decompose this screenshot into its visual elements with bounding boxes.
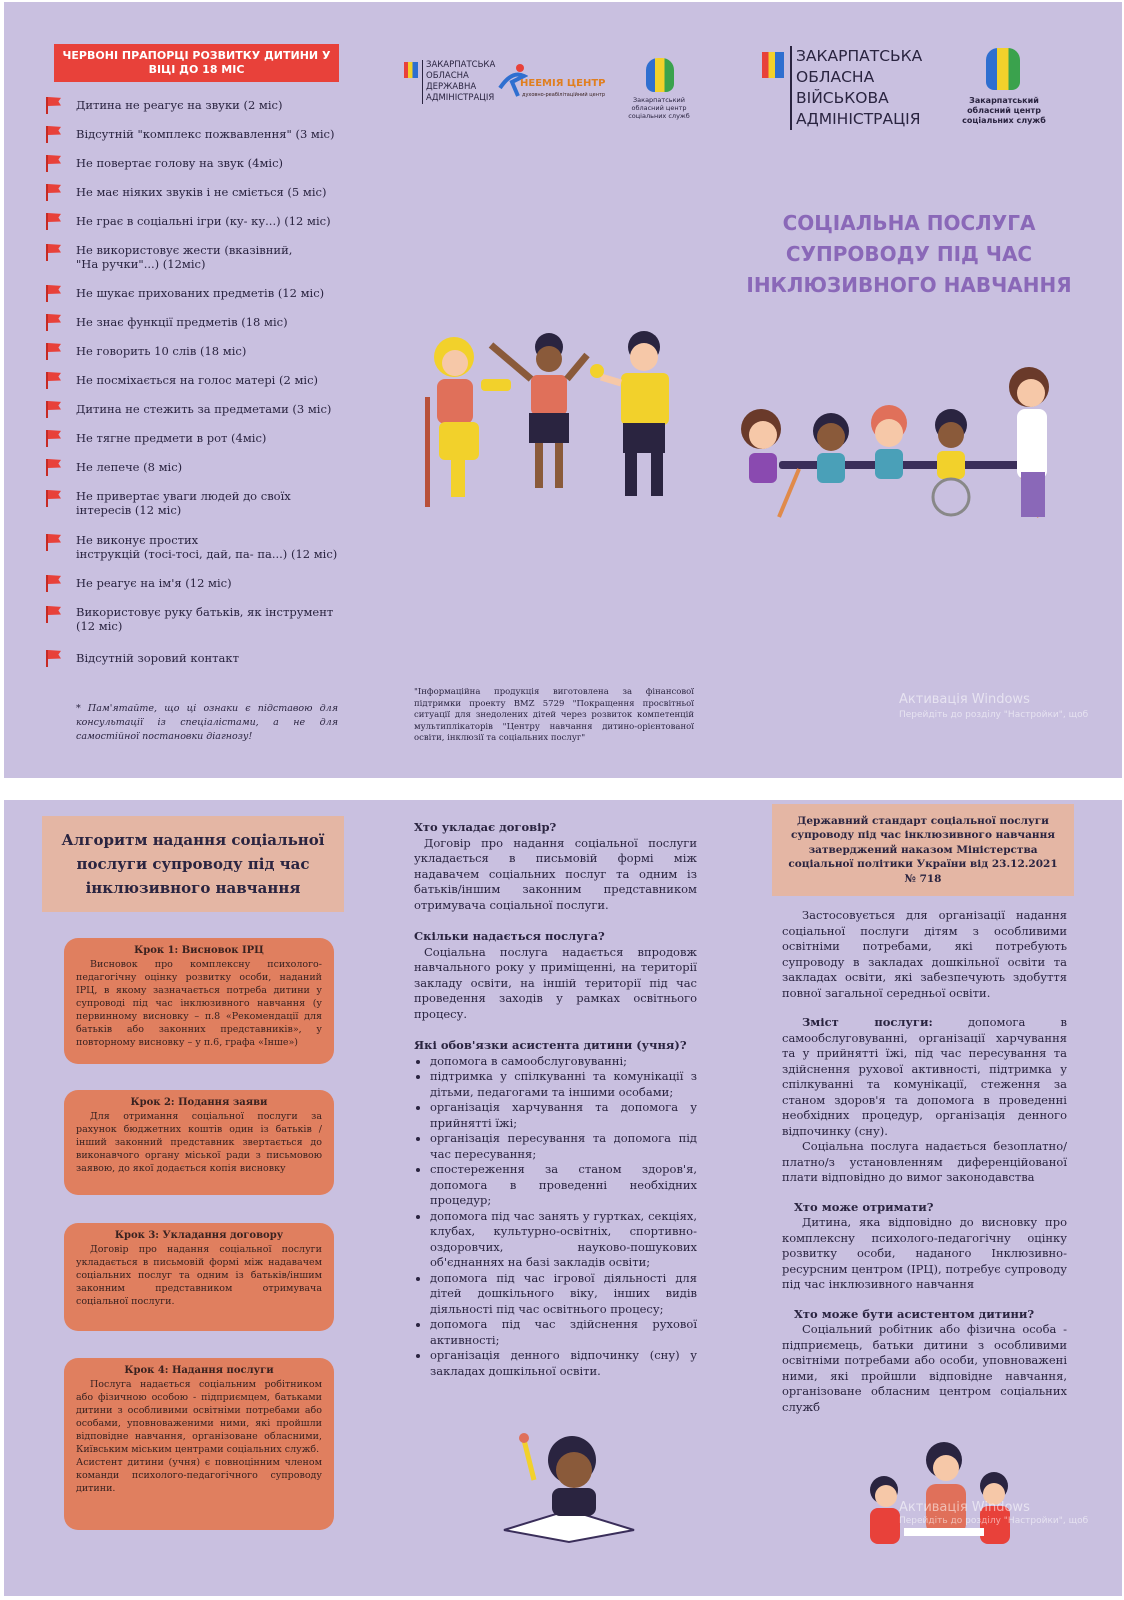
red-flag-icon <box>46 213 62 229</box>
red-flag-icon <box>46 97 62 113</box>
list-item: • спостереження за станом здоров'я, допомога в проведенні необхідних процедур; <box>430 1162 697 1209</box>
red-flag-icon <box>46 155 62 171</box>
answer-text: Дитина, яка відповідно до висновку про комплексну психолого-педагогічну оцінку розвитку особи, наданого Інклюзивно-ресурсним центром (ІРЦ), потребує супроводу під час інклюзивного навчання <box>782 1215 1067 1291</box>
middle-column <box>414 820 697 1379</box>
centre-right-text: Закарпатський обласний центр соціальних служб <box>962 96 1046 125</box>
step-title: Крок 3: Укладання договору <box>114 1230 284 1241</box>
family-illustration <box>854 1440 1024 1550</box>
oda-line: ОБЛАСНА <box>426 71 469 81</box>
red-flag-item: Не повертає голову на звук (4міс) <box>76 156 283 170</box>
centre-logo-small <box>616 58 702 128</box>
question-heading: Хто може бути асистентом дитини? <box>794 1306 1035 1321</box>
step-body: Для отримання соціальної послуги за рахунок бюджетних коштів один із батьків / інший законний представник звертається до виконавчого органу міської ради з письмовою заявою, до якої додається копія висновку <box>76 1111 322 1174</box>
step-body: Послуга надається соціальним робітником або фізичною особою - підприємцем, батьками дитини з особливими освітніми потребами або особами, уповноваженими ними, які пройшли відповідне навчання, організоване обласними, Київським міським центрами соціальних служб. Асистент дитини (учня) є повноцінним членом команди психолого-педагогічного супроводу дитини. <box>76 1379 322 1494</box>
centre-small-text: Закарпатський обласний центр соціальних служб <box>628 96 690 120</box>
brochure-inside <box>4 800 1122 1596</box>
red-flag-item: Не грає в соціальні ігри (ку- ку...) (12 міс) <box>76 214 331 228</box>
right-column <box>782 908 1067 1415</box>
red-flag-icon <box>46 314 62 330</box>
red-flag-icon <box>46 126 62 142</box>
algorithm-title: Алгоритм надання соціальної послуги супроводу під час інклюзивного навчання <box>42 816 344 912</box>
step-card <box>64 1223 334 1331</box>
red-flag-item: Не має ніяких звуків і не сміється (5 міс) <box>76 185 327 199</box>
red-flag-item: Відсутній зоровий контакт <box>76 651 239 665</box>
red-flag-item: Не говорить 10 слів (18 міс) <box>76 344 247 358</box>
brochure-title: СОЦІАЛЬНА ПОСЛУГА СУПРОВОДУ ПІД ЧАС ІНКЛЮЗИВНОГО НАВЧАННЯ <box>746 211 1072 297</box>
red-flag-item: Не знає функції предметів (18 міс) <box>76 315 288 329</box>
content-text: допомога в самообслуговуванні, організації харчування та у прийнятті їжі, під час пересування та здійснення рухової активності, підтримка у спілкуванні та комунікації, стеження за станом здоров'я та допомога в проведенні необхідних процедур, організація денного відпочинку (сну). <box>782 1015 1067 1138</box>
list-item: • організація харчування та допомога у прийнятті їжі; <box>430 1100 697 1131</box>
red-flag-icon <box>46 430 62 446</box>
step-title: Крок 4: Надання послуги <box>124 1365 274 1376</box>
coat-of-arms-icon <box>404 62 418 78</box>
state-standard-box: Державний стандарт соціальної послуги супроводу під час інклюзивного навчання затверджений наказом Міністерства соціальної політики України від 23.12.2021 № 718 <box>772 804 1074 896</box>
answer-text: Соціальний робітник або фізична особа - підприємець, батьки дитини з особливими освітніми потребами або особи, уповноважені ними, які пройшли відповідне навчання, організоване обласним центром соціальних служб <box>782 1322 1067 1414</box>
red-flag-item: Не лепече (8 міс) <box>76 460 183 474</box>
question-heading: Хто може отримати? <box>794 1199 934 1214</box>
red-flag-icon <box>46 401 62 417</box>
red-flag-item: Не тягне предмети в рот (4міс) <box>76 431 267 445</box>
list-item: • допомога в самообслуговуванні; <box>430 1054 697 1070</box>
red-flags-header: ЧЕРВОНІ ПРАПОРЦІ РОЗВИТКУ ДИТИНИ У ВІЦІ ДО 18 МІС <box>54 44 339 82</box>
red-flag-item: Використовує руку батьків, як інструмент (12 міс) <box>76 605 334 633</box>
step-title: Крок 2: Подання заяви <box>130 1097 268 1108</box>
coat-of-arms-icon <box>762 52 784 78</box>
classroom-illustration <box>739 357 1084 522</box>
red-flag-icon <box>46 490 62 506</box>
red-flag-item: Не привертає уваги людей до своїх інтересів (12 міс) <box>76 489 291 517</box>
red-flags-note: * Пам'ятайте, що ці ознаки є підставою для консультації із спеціалістами, а не для самостійної постановки діагнозу! <box>76 703 338 742</box>
red-flag-item: Не реагує на ім'я (12 міс) <box>76 576 232 590</box>
list-item: • допомога під час здійснення рухової активності; <box>430 1317 697 1348</box>
red-flag-icon <box>46 343 62 359</box>
windows-watermark-sub: Перейдіть до розділу "Настройки", щоб <box>899 710 1089 720</box>
content-paragraph <box>782 1015 1067 1139</box>
hand-logo-icon <box>986 48 1020 90</box>
oda-line: АДМІНІСТРАЦІЯ <box>426 93 495 103</box>
step-title: Крок 1: Висновок ІРЦ <box>134 945 264 956</box>
red-flag-icon <box>46 459 62 475</box>
oda-line: ЗАКАРПАТСЬКА <box>426 60 496 70</box>
red-flag-icon <box>46 285 62 301</box>
windows-watermark-sub: Перейдіть до розділу "Настройки", щоб <box>899 1516 1089 1526</box>
hand-logo-icon <box>646 58 674 92</box>
red-flag-item: Відсутній "комплекс пожвавлення" (3 міс) <box>76 127 335 141</box>
neemia-subtitle: духовно-реабілітаційний центр <box>522 92 606 98</box>
red-flag-icon <box>46 650 62 666</box>
duties-list <box>414 1054 697 1380</box>
ova-line: АДМІНІСТРАЦІЯ <box>796 110 921 128</box>
list-item: • допомога під час занять у гуртках, секціях, клубах, культурно-освітніх, спортивно-оздоровчих, науково-пошукових об'єднаннях на базі закладів освіти; <box>430 1209 697 1271</box>
step-body: Договір про надання соціальної послуги укладається в письмовій формі між надавачем соціальних послуг та одним із батьків/іншим законним представником отримувача соціальної послуги. <box>76 1244 322 1307</box>
neemia-logo <box>498 60 613 108</box>
red-flag-item: Не використовує жести (вказівний, "На ручки"...) (12міс) <box>76 243 293 271</box>
list-item: • організація денного відпочинку (сну) у закладах дошкільної освіти. <box>430 1348 697 1379</box>
paragraph: Соціальна послуга надається безоплатно/платно/з установленням диференційованої плати відповідно до вимог законодавства <box>782 1139 1067 1184</box>
step-card <box>64 938 334 1064</box>
centre-logo-large <box>956 48 1052 136</box>
red-flag-icon <box>46 184 62 200</box>
list-item: • організація пересування та допомога під час пересування; <box>430 1131 697 1162</box>
step-body: Висновок про комплексну психолого-педагогічну оцінку розвитку особи, наданий ІРЦ, в якому зазначається потреба дитини у супроводі під час інклюзивного навчання (у первинному висновку – п.8 «Рекомендації для батьків або законних представників», у повторному висновку – у п.6, графа «Інше») <box>76 959 322 1048</box>
funding-credit: "Інформаційна продукція виготовлена за фінансової підтримки проекту BMZ 5729 "Покращення просвітньої ситуації для знедолених дітей через розвиток компетенцій мультиплікаторів "Центру навчання дитино-орієнтованої освіти, інклюзії та соціальних послуг" <box>414 687 694 743</box>
question-heading: Які обов'язки асистента дитини (учня)? <box>414 1038 687 1052</box>
red-flag-item: Не шукає прихованих предметів (12 міс) <box>76 286 325 300</box>
paragraph: Застосовується для організації надання соціальної послуги дітям з особливими освітніми потребами, які потребують супроводу в закладах дошкільної освіти та закладах освіти, які забезпечують здобуття повної загальної середньої освіти. <box>782 908 1067 1000</box>
ova-logo <box>762 46 923 136</box>
reading-boy-illustration <box>494 1430 644 1545</box>
neemia-name: НЕЕМІЯ ЦЕНТР <box>520 78 606 89</box>
answer-text: Договір про надання соціальної послуги укладається в письмовій формі між надавачем соціальних послуг та одним із батьків/іншим законним представником отримувача соціальної послуги. <box>414 835 697 912</box>
red-flag-icon <box>46 372 62 388</box>
red-flag-icon <box>46 534 62 550</box>
oda-line: ДЕРЖАВНА <box>426 82 477 92</box>
brochure-outside <box>4 2 1122 778</box>
red-flag-item: Не виконує простих інструкцій (тосі-тосі, дай, па- па...) (12 міс) <box>76 533 338 561</box>
red-flag-icon <box>46 575 62 591</box>
red-flag-item: Дитина не реагує на звуки (2 міс) <box>76 98 283 112</box>
red-flag-icon <box>46 606 62 622</box>
children-illustration <box>409 327 699 517</box>
ova-line: ОБЛАСНА <box>796 68 875 86</box>
ova-line: ВІЙСЬКОВА <box>796 89 889 107</box>
windows-watermark: Активація Windows <box>899 692 1030 707</box>
list-item: • підтримка у спілкуванні та комунікації з дітьми, педагогами та іншими особами; <box>430 1069 697 1100</box>
ova-line: ЗАКАРПАТСЬКА <box>796 47 923 65</box>
answer-text: Соціальна послуга надається впродовж навчального року у приміщенні, на території закладу освіти, на іншій території під час проведення заходів у рамках освітнього процесу. <box>414 944 697 1021</box>
list-item: • допомога під час ігрової діяльності для дітей дошкільного віку, інших видів діяльності під час освітнього процесу; <box>430 1271 697 1318</box>
windows-watermark: Активація Windows <box>899 1500 1030 1515</box>
red-flag-item: Не посміхається на голос матері (2 міс) <box>76 373 319 387</box>
step-card <box>64 1090 334 1195</box>
question-heading: Хто укладає договір? <box>414 820 557 834</box>
content-label: Зміст послуги: <box>802 1015 933 1029</box>
red-flag-icon <box>46 244 62 260</box>
question-heading: Скільки надається послуга? <box>414 929 605 943</box>
red-flag-item: Дитина не стежить за предметами (3 міс) <box>76 402 332 416</box>
step-card <box>64 1358 334 1530</box>
